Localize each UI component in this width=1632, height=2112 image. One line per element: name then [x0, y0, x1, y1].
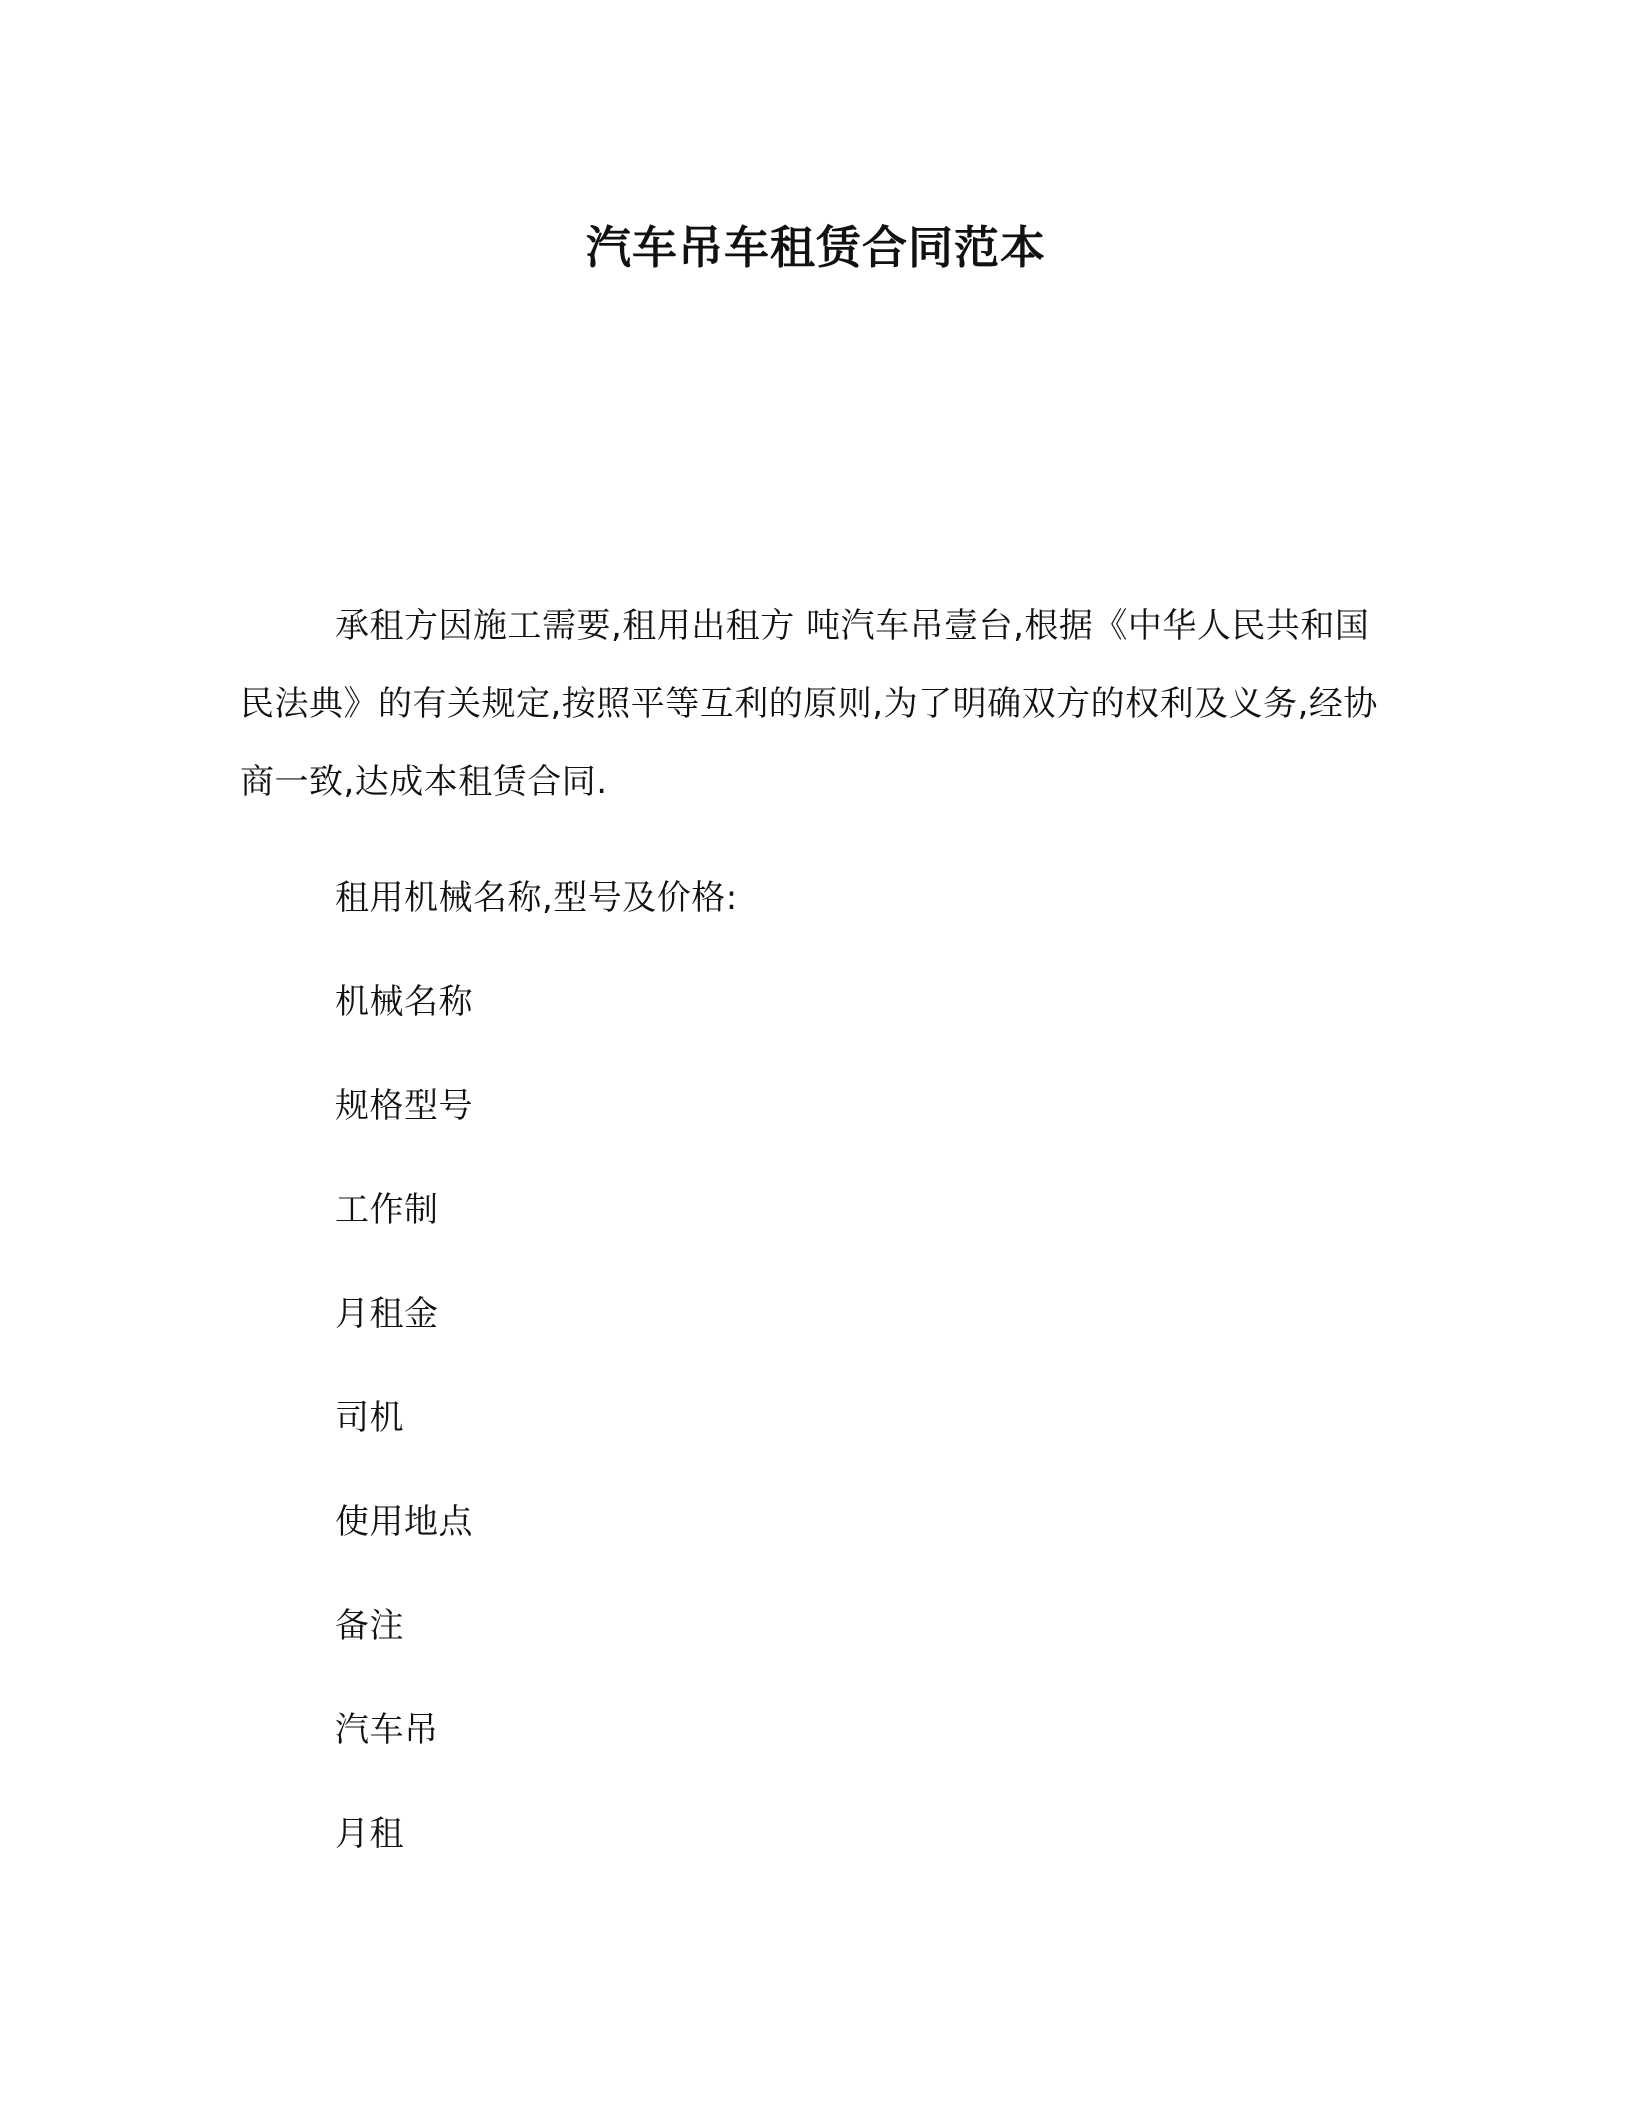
field-machine-name: 机械名称	[335, 982, 473, 1022]
field-location: 使用地点	[335, 1502, 473, 1542]
intro-paragraph: 承租方因施工需要,租用出租方 吨汽车吊壹台,根据《中华人民共和国民法典》的有关规定,按照平等互利的原则,为了明确双方的权利及义务,经协商一致,达成本租赁合同.	[240, 606, 1378, 802]
field-monthly-lease: 月租	[335, 1814, 404, 1854]
field-spec-model: 规格型号	[335, 1086, 473, 1126]
field-monthly-rent: 月租金	[335, 1294, 439, 1334]
field-remarks: 备注	[335, 1606, 404, 1646]
field-driver: 司机	[335, 1398, 404, 1438]
field-truck-crane: 汽车吊	[335, 1710, 439, 1750]
equipment-section-heading: 租用机械名称,型号及价格:	[335, 878, 738, 918]
field-work-schedule: 工作制	[335, 1190, 439, 1230]
document-title: 汽车吊车租赁合同范本	[585, 221, 1046, 274]
equipment-field-list	[335, 846, 738, 1886]
